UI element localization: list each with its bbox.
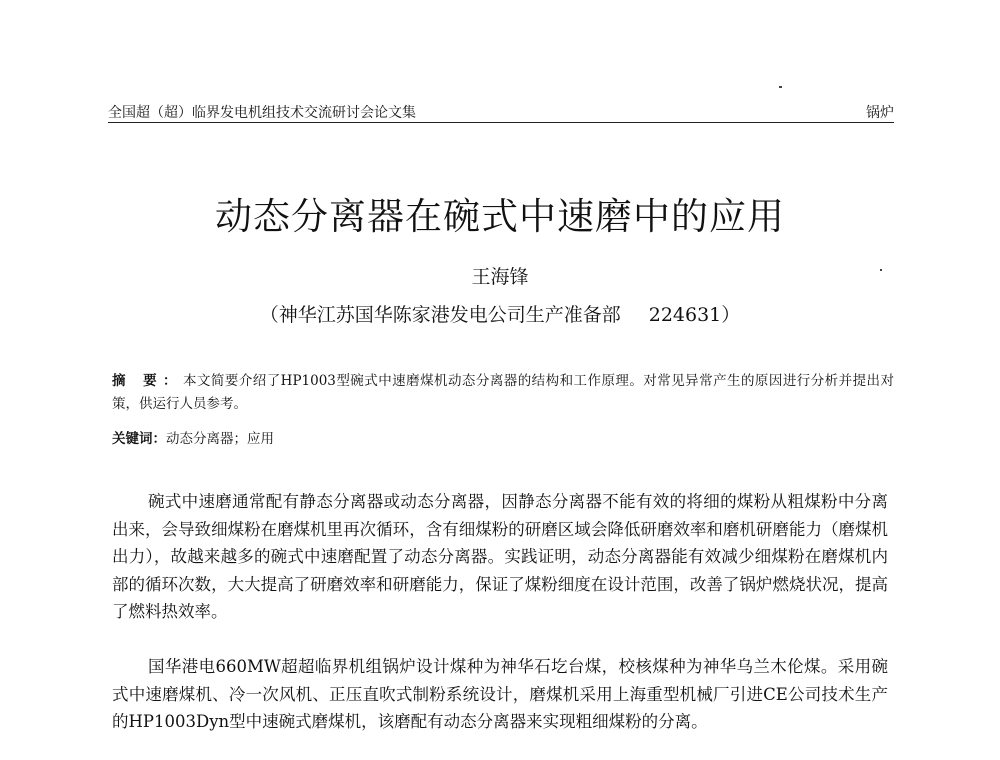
abstract [112,370,894,416]
keywords-text: 动态分离器；应用 [166,431,274,447]
abstract-label: 摘 要： [112,373,184,389]
affiliation-zip-code: 224631） [648,304,741,326]
keywords [112,427,894,447]
running-header [108,100,894,123]
keywords-label: 关键词： [112,431,166,447]
affiliation-organization: （神华江苏国华陈家港发电公司生产准备部 [259,304,621,326]
abstract-text: 本文简要介绍了HP1003型碗式中速磨煤机动态分离器的结构和工作原理。对常见异常产生的原因进行分析并提出对策，供运行人员参考。 [112,373,894,412]
header-proceedings-title: 全国超（超）临界发电机组技术交流研讨会论文集 [108,105,416,121]
body-paragraph-2: 国华港电660MW超超临界机组锅炉设计煤种为神华石圪台煤，校核煤种为神华乌兰木伦煤。采用碗式中速磨煤机、冷一次风机、正压直吹式制粉系统设计，磨煤机采用上海重型机械厂引进CE公司技术生产的HP1003Dyn型中速碗式磨煤机，该磨配有动态分离器来实现粗细煤粉的分离。 [112,657,888,731]
header-section-name: 锅炉 [866,105,894,121]
paper-title: 动态分离器在碗式中速磨中的应用 [215,195,785,238]
body-paragraph-1: 碗式中速磨通常配有静态分离器或动态分离器，因静态分离器不能有效的将细的煤粉从粗煤粉中分离出来，会导致细煤粉在磨煤机里再次循环，含有细煤粉的研磨区域会降低研磨效率和磨机研磨能力（磨煤机出力），故越来越多的碗式中速磨配置了动态分离器。实践证明，动态分离器能有效减少细煤粉在磨煤机内部的循环次数，大大提高了研磨效率和研磨能力，保证了煤粉细度在设计范围，改善了锅炉燃烧状况，提高了燃料热效率。 [112,492,888,621]
author-affiliation [0,300,1000,327]
scan-speck [779,86,782,88]
author-name: 王海锋 [471,266,529,288]
